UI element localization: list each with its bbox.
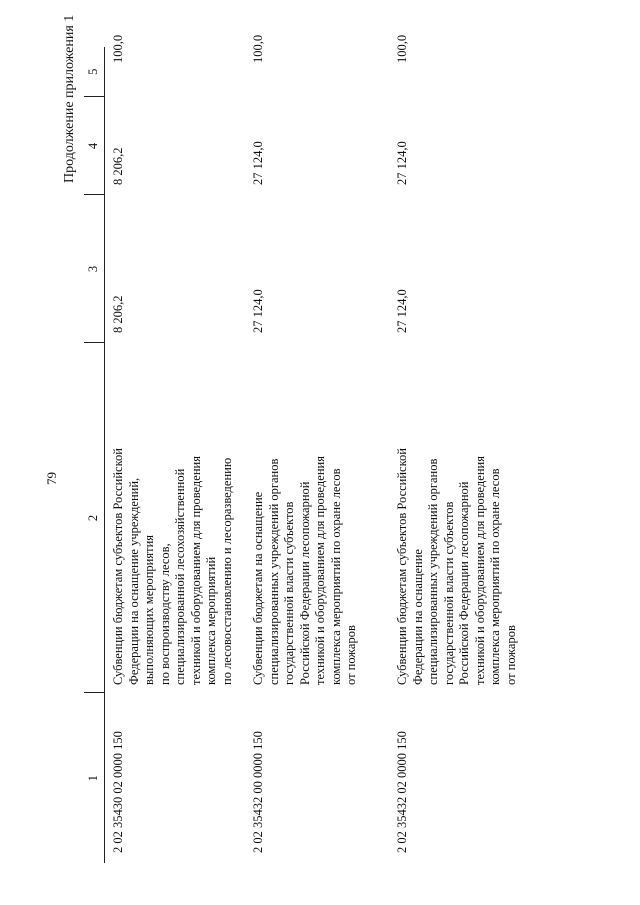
planned-amount: 27 124,0 [395,289,409,333]
executed-amount: 27 124,0 [251,141,265,185]
execution-percent: 100,0 [395,34,409,63]
table-row [105,47,246,863]
budget-code: 2 02 35430 02 0000 150 [111,731,125,853]
income-description: Субвенции бюджетам на оснащение специализированных учреждений органов государственной власти субъектов Российской Федерации лесопожарной техникой и оборудованием для проведения комплекса мероприятий по охране лесов от пожаров [251,456,358,685]
budget-code: 2 02 35432 00 0000 150 [251,731,265,853]
header-col-4: 4 [84,97,105,195]
executed-amount: 8 206,2 [111,147,125,185]
appendix-table [84,34,555,863]
income-description: Субвенции бюджетам субъектов Российской Федерации на оснащение специализированных учреждений органов государственной власти субъектов Российской Федерации лесопожарной техникой и оборудованием для проведения комплекса мероприятий по охране лесов от пожаров [395,448,518,685]
continuation-label: Продолжение приложения 1 [62,14,77,183]
planned-amount: 27 124,0 [251,289,265,333]
table-row [389,47,555,863]
executed-amount: 27 124,0 [395,141,409,185]
header-col-3: 3 [84,195,105,343]
page-number: 79 [44,472,59,485]
execution-percent: 100,0 [111,34,125,63]
table-row [245,47,389,863]
header-col-1: 1 [84,693,105,863]
table-header-row [84,47,105,863]
planned-amount: 8 206,2 [111,295,125,333]
budget-code: 2 02 35432 02 0000 150 [395,731,409,853]
income-description: Субвенции бюджетам субъектов Российской Федерации на оснащение учреждений, выполняющих мероприятия по воспроизводству лесов, специализированной лесохозяйственной техникой и оборудованием для проведения комплекса мероприятий по лесовосстановлению и лесоразведению [111,448,234,685]
header-col-2: 2 [84,343,105,693]
execution-percent: 100,0 [251,34,265,63]
header-col-5: 5 [84,47,105,97]
